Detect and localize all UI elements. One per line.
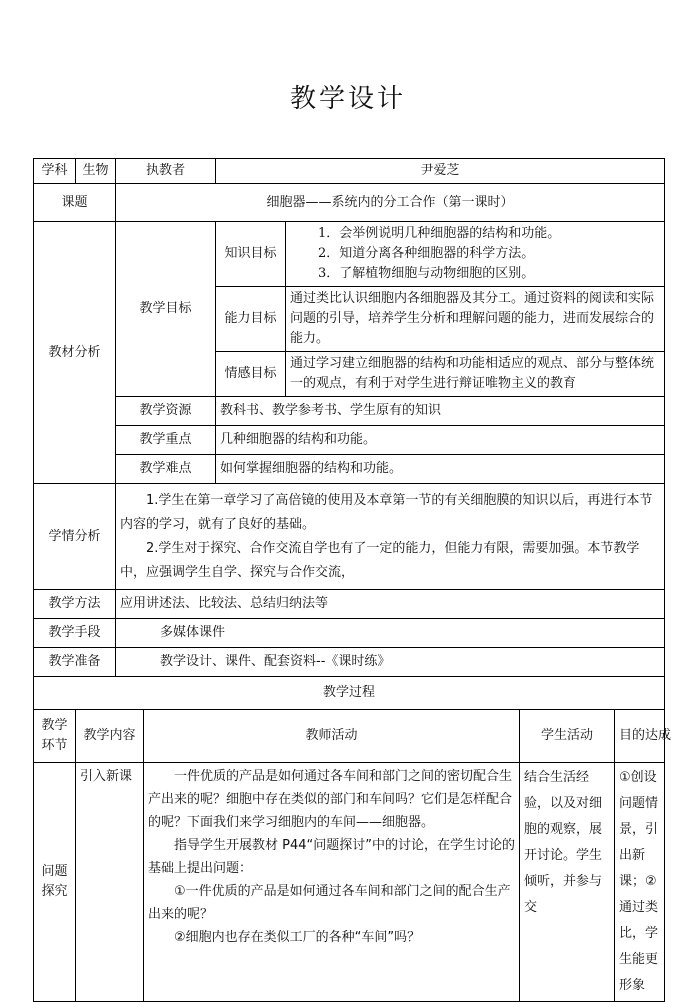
subject-label: 学科 (34, 159, 76, 184)
learner-paragraph: 2.学生对于探究、合作交流自学也有了一定的能力，但能力有限，需要加强。本节教学中，应强调学生自学、探究与合作交流， (120, 540, 640, 580)
process-title: 教学过程 (34, 677, 665, 710)
analysis-label: 教材分析 (34, 222, 116, 484)
topic-value: 细胞器——系统内的分工合作（第一课时） (116, 184, 665, 222)
teacher-value: 尹爱芝 (216, 159, 665, 184)
key-point-text: 几种细胞器的结构和功能。 (216, 426, 665, 455)
means-value: 多媒体课件 (116, 619, 665, 648)
teacher-paragraph: 指导学生开展教材 P44“问题探讨”中的讨论，在学生讨论的基础上提出问题： (148, 838, 515, 876)
student-activity-cell: 结合生活经验，以及对细胞的观察，展开讨论。学生倾听，并参与交 (520, 763, 615, 1002)
content-column-header: 教学内容 (76, 710, 144, 763)
teacher-label: 执教者 (116, 159, 216, 184)
knowledge-goal-item: 2．知道分离各种细胞器的科学方法。 (318, 246, 535, 261)
student-activity-header: 学生活动 (520, 710, 615, 763)
knowledge-goal-list (286, 222, 665, 287)
resource-label: 教学资源 (116, 397, 216, 426)
means-label: 教学手段 (34, 619, 116, 648)
resource-text: 教科书、教学参考书、学生原有的知识 (216, 397, 665, 426)
prep-value: 教学设计、课件、配套资料--《课时练》 (116, 648, 665, 677)
difficulty-label: 教学难点 (116, 455, 216, 484)
document-title: 教学设计 (289, 84, 406, 114)
ability-goal-text: 通过类比认识细胞内各细胞器及其分工。通过资料的阅读和实际问题的引导，培养学生分析和理解问题的能力，进而发展综合的能力。 (286, 287, 665, 352)
lesson-plan-table (33, 158, 672, 1002)
knowledge-goal-label: 知识目标 (216, 222, 286, 287)
goal-column-header: 目的达成 (615, 710, 665, 763)
knowledge-goal-item: 3．了解植物细胞与动物细胞的区别。 (318, 266, 535, 281)
method-label: 教学方法 (34, 590, 116, 619)
key-point-label: 教学重点 (116, 426, 216, 455)
emotion-goal-text: 通过学习建立细胞器的结构和功能相适应的观点、部分与整体统一的观点，有利于对学生进行辩证唯物主义的教育 (286, 352, 665, 397)
learner-analysis-text (116, 484, 665, 590)
learner-analysis-label: 学情分析 (34, 484, 116, 590)
subject-value: 生物 (76, 159, 116, 184)
goal-cell: ①创设问题情景，引出新课；②通过类比，学生能更形象 (615, 763, 665, 1002)
emotion-goal-label: 情感目标 (216, 352, 286, 397)
ability-goal-label: 能力目标 (216, 287, 286, 352)
teacher-paragraph: 一件优质的产品是如何通过各车间和部门之间的密切配合生产出来的呢？细胞中存在类似的部门和车间吗？它们是怎样配合的呢？下面我们来学习细胞内的车间——细胞器。 (148, 769, 513, 830)
stage-cell: 问题探究 (34, 763, 76, 1002)
teacher-question: ②细胞内也存在类似工厂的各种“车间”吗？ (174, 930, 421, 945)
topic-label: 课题 (34, 184, 116, 222)
learner-paragraph: 1.学生在第一章学习了高倍镜的使用及本章第一节的有关细胞膜的知识以后，再进行本节内容的学习，就有了良好的基础。 (120, 492, 653, 532)
stage-column-header: 教学环节 (34, 710, 76, 763)
teacher-question: ①一件优质的产品是如何通过各车间和部门之间的配合生产出来的呢？ (148, 884, 511, 922)
difficulty-text: 如何掌握细胞器的结构和功能。 (216, 455, 665, 484)
teacher-activity-cell (144, 763, 520, 1002)
method-value: 应用讲述法、比较法、总结归纳法等 (116, 590, 665, 619)
goals-label: 教学目标 (116, 222, 216, 397)
prep-label: 教学准备 (34, 648, 116, 677)
knowledge-goal-item: 1．会举例说明几种细胞器的结构和功能。 (318, 226, 561, 241)
teacher-activity-header: 教师活动 (144, 710, 520, 763)
content-cell: 引入新课 (76, 763, 144, 1002)
